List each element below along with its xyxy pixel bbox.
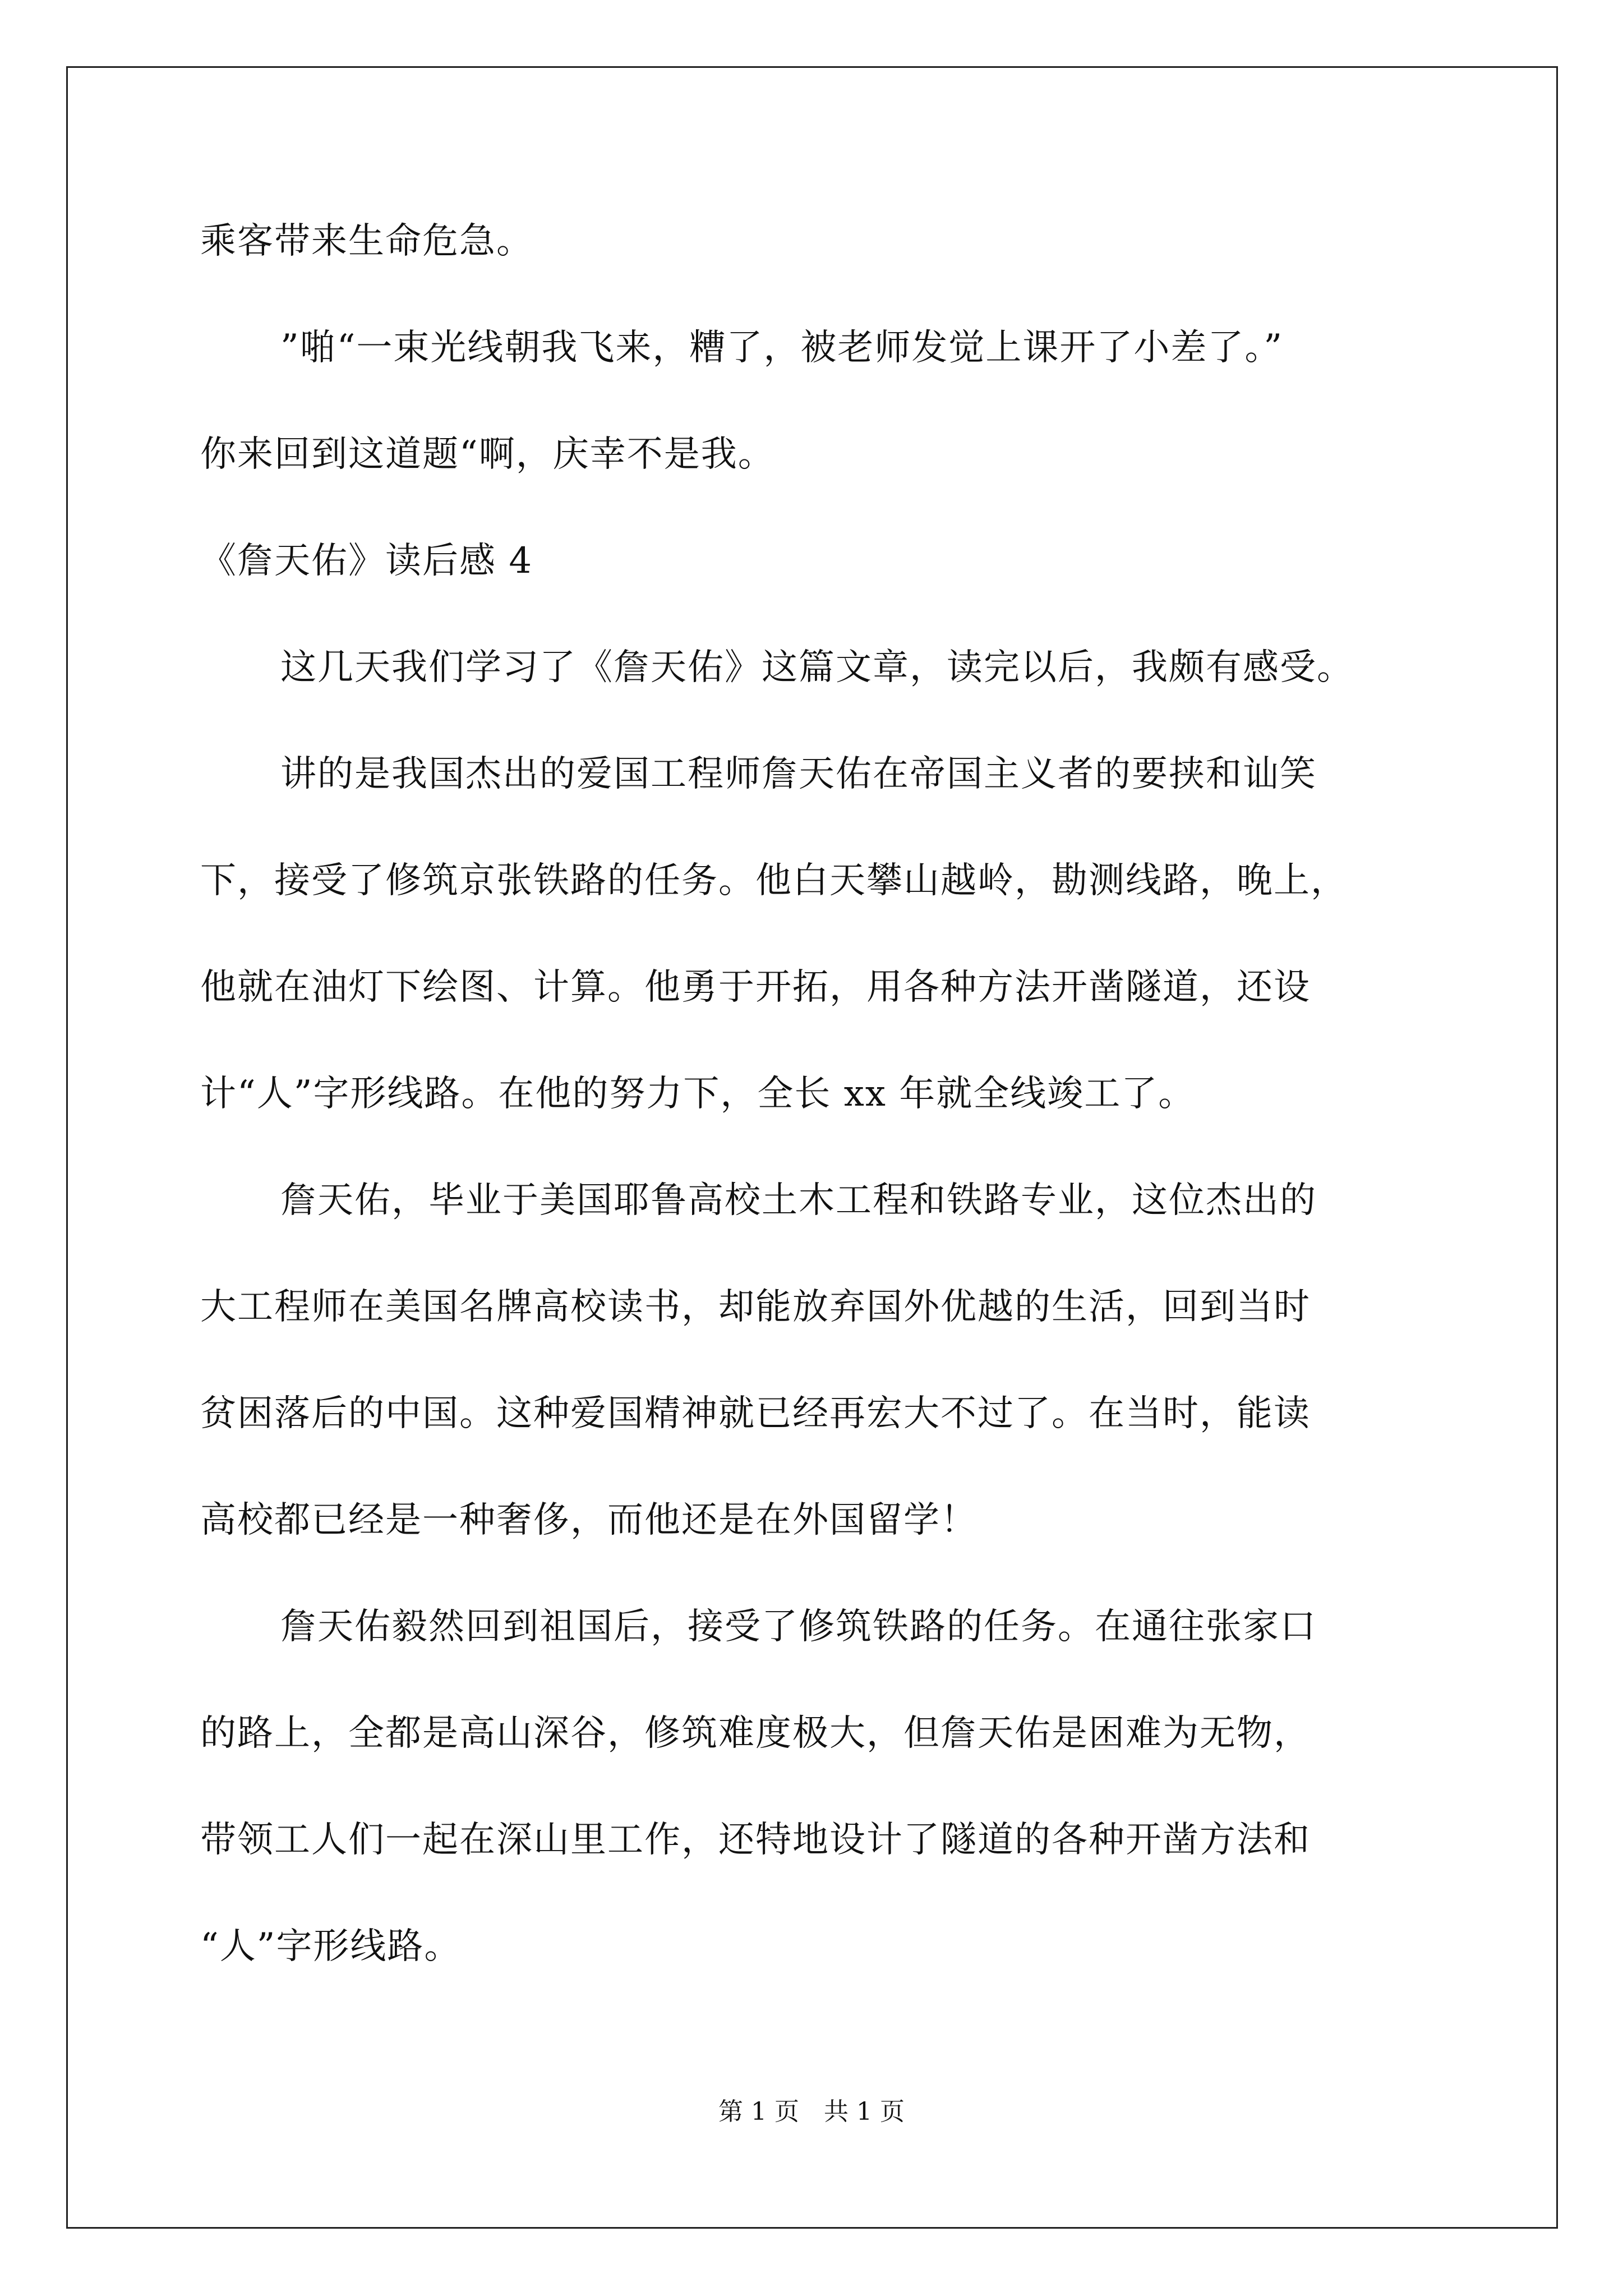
text-line: “人”字形线路。 <box>200 1926 462 1967</box>
page-number: 第 1 页 共 1 页 <box>718 2097 905 2126</box>
text-line: 带领工人们一起在深山里工作，还特地设计了隧道的各种开凿方法和 <box>200 1819 1311 1861</box>
text-line: 计“人”字形线路。在他的努力下，全长 xx 年就全线竣工了。 <box>200 1073 1196 1115</box>
section-heading: 《詹天佑》读后感 4 <box>200 540 533 582</box>
text-line: 乘客带来生命危急。 <box>200 220 533 262</box>
text-line: 讲的是我国杰出的爱国工程师詹天佑在帝国主义者的要挟和讪笑 <box>280 753 1317 795</box>
text-line: 詹天佑，毕业于美国耶鲁高校土木工程和铁路专业，这位杰出的 <box>280 1180 1317 1221</box>
text-line: 这几天我们学习了《詹天佑》这篇文章，读完以后，我颇有感受。 <box>280 647 1354 688</box>
text-line: 高校都已经是一种奢侈，而他还是在外国留学！ <box>200 1499 978 1541</box>
page-border <box>66 66 1558 2229</box>
text-line: 的路上，全都是高山深谷，修筑难度极大，但詹天佑是困难为无物， <box>200 1713 1311 1754</box>
text-line: 詹天佑毅然回到祖国后，接受了修筑铁路的任务。在通往张家口 <box>280 1606 1317 1648</box>
text-line: 你来回到这道题“啊，庆幸不是我。 <box>200 434 775 475</box>
text-line: 他就在油灯下绘图、计算。他勇于开拓，用各种方法开凿隧道，还设 <box>200 967 1311 1008</box>
text-line: 贫困落后的中国。这种爱国精神就已经再宏大不过了。在当时，能读 <box>200 1393 1311 1434</box>
text-line: 下，接受了修筑京张铁路的任务。他白天攀山越岭，勘测线路，晚上， <box>200 860 1348 901</box>
text-line: ”啪“一束光线朝我飞来，糟了，被老师发觉上课开了小差了。” <box>280 327 1284 369</box>
text-line: 大工程师在美国名牌高校读书，却能放弃国外优越的生活，回到当时 <box>200 1286 1311 1328</box>
